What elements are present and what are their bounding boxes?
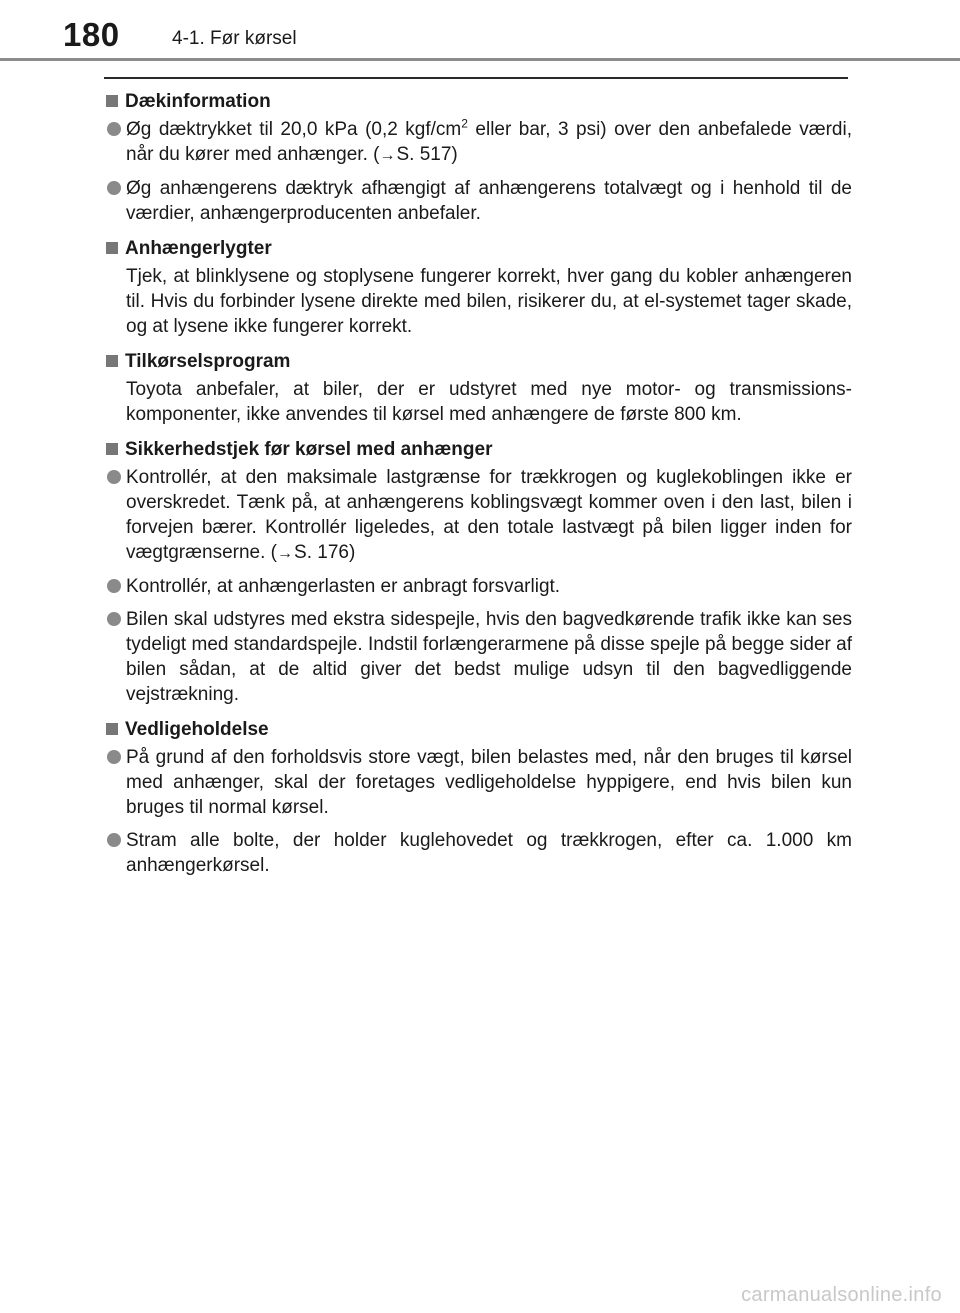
item-text: Bilen skal udstyres med ekstra sidespejle, hvis den bagvedkørende trafik ikke kan ses tydeligt med standardspejle. Indstil forlængerarmene på disse spejle på begge sider af bilen sådan, at de altid giver det bedst mulige udsyn til den bagvedliggende vejstrækning.	[126, 609, 852, 705]
round-bullet-icon	[107, 579, 121, 593]
item-text: Kontrollér, at den maksimale lastgrænse for trækkrogen og kuglekoblingen ikke er overskredet. Tænk på, at anhængerens koblingsvægt kommer oven i den last, bilen i forvejen bærer. Kontrollér ligeledes, at den totale lastvægt på bilen ligger inden for vægtgrænserne. (	[126, 467, 852, 563]
list-item	[104, 574, 852, 599]
heading-text: Tilkørselsprogram	[125, 350, 291, 372]
item-text: Øg dæktrykket til 20,0 kPa (0,2 kgf/cm	[126, 119, 462, 140]
section-heading	[104, 235, 852, 261]
item-text: )	[451, 144, 458, 165]
page-number: 180	[63, 16, 120, 53]
round-bullet-icon	[107, 470, 121, 484]
section-heading	[104, 348, 852, 374]
heading-text: Vedligeholdelse	[125, 718, 269, 740]
arrow-right-icon: →	[277, 545, 294, 562]
section-heading	[104, 436, 852, 462]
item-text: )	[348, 542, 356, 563]
list-item	[104, 176, 852, 226]
square-bullet-icon	[106, 355, 118, 367]
header-divider	[0, 58, 960, 61]
square-bullet-icon	[106, 443, 118, 455]
heading-text: Dækinformation	[125, 90, 271, 112]
section-maintenance	[104, 716, 852, 878]
section-break-in	[104, 348, 852, 427]
content-divider	[104, 77, 848, 79]
item-text: Kontrollér, at anhængerlasten er anbragt forsvarligt.	[126, 576, 561, 597]
round-bullet-icon	[107, 750, 121, 764]
square-bullet-icon	[106, 723, 118, 735]
section-safety-check	[104, 436, 852, 707]
superscript: 2	[461, 116, 468, 131]
watermark: carmanualsonline.info	[741, 1284, 942, 1306]
list-item	[104, 745, 852, 820]
heading-text: Anhængerlygter	[125, 237, 272, 259]
round-bullet-icon	[107, 122, 121, 136]
section-trailer-lights	[104, 235, 852, 339]
round-bullet-icon	[107, 612, 121, 626]
section-heading	[104, 88, 852, 114]
heading-text: Sikkerhedstjek før kørsel med anhænger	[125, 438, 493, 460]
section-tire-info	[104, 88, 852, 226]
list-item	[104, 117, 852, 168]
list-item	[104, 607, 852, 707]
list-item	[104, 465, 852, 566]
round-bullet-icon	[107, 181, 121, 195]
page-reference-link[interactable]: S. 517	[396, 144, 452, 165]
section-heading	[104, 716, 852, 742]
square-bullet-icon	[106, 95, 118, 107]
section-paragraph: Tjek, at blinklysene og stoplysene fungerer korrekt, hver gang du kobler anhængeren til. Hvis du forbinder lysene direkte med bilen, risikerer du, at el-systemet tager skade, og at lysene ikke fungerer korrekt.	[126, 266, 852, 337]
item-text: På grund af den forholdsvis store vægt, bilen belastes med, når den bruges til kørsel med anhænger, skal der foretages vedligeholdelse hyppigere, end hvis bilen kun bruges til normal kørsel.	[126, 747, 852, 818]
section-title: 4-1. Før kørsel	[172, 28, 297, 49]
manual-content	[104, 88, 852, 887]
page-reference-link[interactable]: S. 176	[294, 542, 349, 563]
section-paragraph: Toyota anbefaler, at biler, der er udstyret med nye motor- og transmissions-komponenter, ikke anvendes til kørsel med anhængere de første 800 km.	[126, 379, 852, 425]
page-header	[0, 0, 960, 62]
arrow-right-icon: →	[379, 147, 396, 164]
square-bullet-icon	[106, 242, 118, 254]
list-item	[104, 828, 852, 878]
item-text: Øg anhængerens dæktryk afhængigt af anhængerens totalvægt og i henhold til de værdier, anhængerproducenten anbefaler.	[126, 178, 852, 224]
item-text: eller bar, 3 psi) over den anbefalede værdi, når du kører med anhænger. (	[126, 119, 852, 165]
round-bullet-icon	[107, 833, 121, 847]
item-text: Stram alle bolte, der holder kuglehovedet og trækkrogen, efter ca. 1.000 km anhængerkørsel.	[126, 830, 852, 876]
